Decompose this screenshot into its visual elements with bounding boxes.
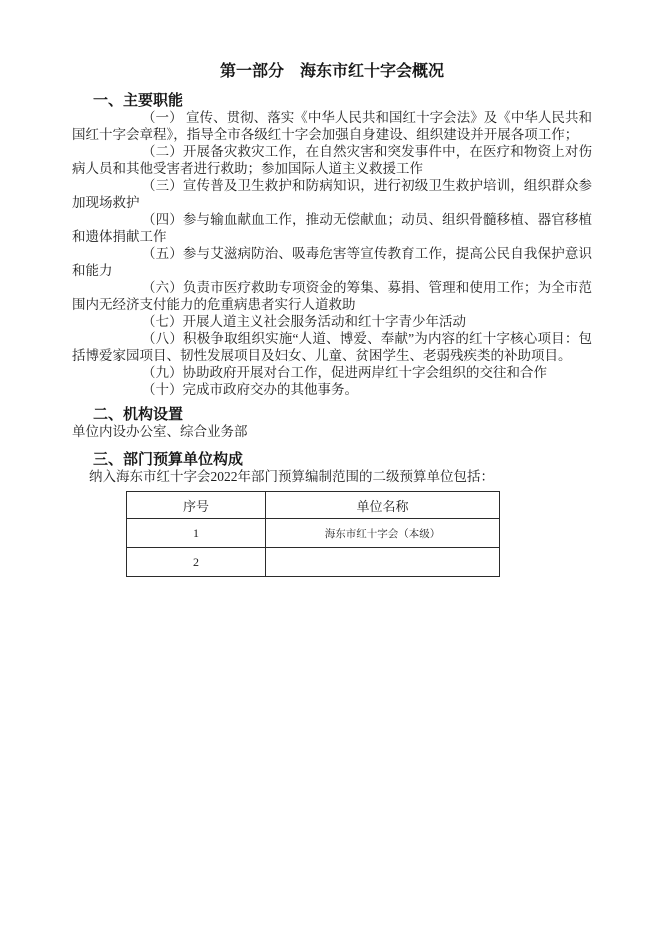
duty-paragraph-4: （四）参与输血献血工作，推动无偿献血；动员、组织骨髓移植、器官移植和遗体捐献工作 xyxy=(72,212,592,244)
table-row xyxy=(127,548,500,577)
section-heading-main-duties: 一、主要职能 xyxy=(93,91,184,109)
duty-paragraph-1: （一） 宣传、贯彻、落实《中华人民共和国红十字会法》及《中华人民共和国红十字会章程》，指导全市各级红十字会加强自身建设、组织建设并开展各项工作； xyxy=(72,110,592,142)
budget-units-table xyxy=(126,491,500,577)
cell-serial-2: 2 xyxy=(127,548,266,577)
duty-paragraph-3: （三）宣传普及卫生救护和防病知识，进行初级卫生救护培训，组织群众参加现场救护 xyxy=(72,178,592,210)
org-setup-text: 单位内设办公室、综合业务部 xyxy=(72,424,248,439)
duty-paragraph-2: （二）开展备灾救灾工作，在自然灾害和突发事件中，在医疗和物资上对伤病人员和其他受害者进行救助；参加国际人道主义救援工作 xyxy=(72,144,592,176)
column-header-unit-name: 单位名称 xyxy=(266,492,500,519)
section-heading-budget-units: 三、部门预算单位构成 xyxy=(93,450,244,468)
duty-paragraph-8: （八）积极争取组织实施“人道、博爱、奉献”为内容的红十字核心项目：包括博爱家园项目、韧性发展项目及妇女、儿童、贫困学生、老弱残疾类的补助项目。 xyxy=(72,331,592,363)
cell-unit-name-1: 海东市红十字会（本级） xyxy=(266,519,500,548)
section-heading-org-setup: 二、机构设置 xyxy=(93,405,184,423)
duty-paragraph-5: （五）参与艾滋病防治、吸毒危害等宣传教育工作，提高公民自我保护意识和能力 xyxy=(72,246,592,278)
duty-paragraph-10: （十）完成市政府交办的其他事务。 xyxy=(142,382,358,397)
duty-paragraph-9: （九）协助政府开展对台工作，促进两岸红十字会组织的交往和合作 xyxy=(142,365,547,380)
column-header-serial: 序号 xyxy=(127,492,266,519)
page-title: 第一部分 海东市红十字会概况 xyxy=(219,61,444,80)
cell-unit-name-2 xyxy=(266,548,500,577)
table-row xyxy=(127,519,500,548)
duty-paragraph-6: （六）负责市医疗救助专项资金的筹集、募捐、管理和使用工作；为全市范围内无经济支付能力的危重病患者实行人道救助 xyxy=(72,280,592,312)
budget-units-intro: 纳入海东市红十字会2022年部门预算编制范围的二级预算单位包括： xyxy=(89,469,494,484)
duty-paragraph-7: （七）开展人道主义社会服务活动和红十字青少年活动 xyxy=(142,314,466,329)
cell-serial-1: 1 xyxy=(127,519,266,548)
table-header-row xyxy=(127,492,500,519)
